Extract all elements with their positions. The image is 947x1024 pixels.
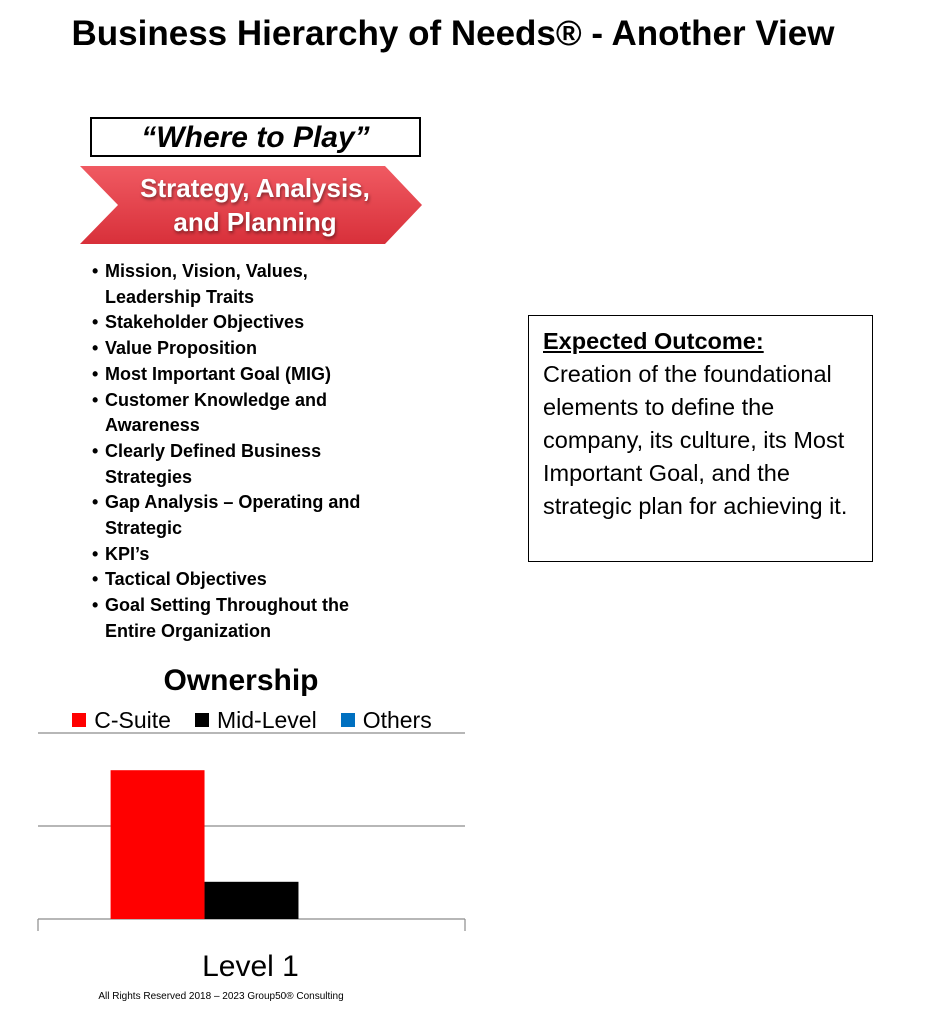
list-item: • Goal Setting Throughout the Entire Organization: [92, 593, 392, 644]
page-title: Business Hierarchy of Needs® - Another View: [71, 14, 835, 53]
chart-bar-c-suite: [111, 770, 205, 919]
list-item: • Customer Knowledge and Awareness: [92, 388, 392, 439]
list-item: • Clearly Defined Business Strategies: [92, 439, 392, 490]
copyright-footer: All Rights Reserved 2018 – 2023 Group50® Consulting: [98, 991, 344, 1002]
list-item: • Gap Analysis – Operating and Strategic: [92, 490, 392, 541]
legend-label-mid-level: Mid-Level: [216, 706, 317, 733]
chart-title: Ownership: [163, 664, 319, 697]
legend-label-others: Others: [362, 706, 432, 733]
expected-outcome-heading: Expected Outcome:: [543, 328, 764, 354]
list-item: • Value Proposition: [92, 336, 392, 362]
list-item: • Most Important Goal (MIG): [92, 362, 392, 388]
expected-outcome-text: Creation of the foundational elements to define the company, its culture, its Most Important Goal, and the strategic plan for achieving it.: [543, 361, 848, 519]
list-item: • Mission, Vision, Values, Leadership Traits: [92, 259, 392, 310]
legend-label-c-suite: C-Suite: [94, 706, 171, 733]
chart-bar-mid-level: [205, 882, 299, 919]
chart-category-label: Level 1: [202, 950, 299, 983]
list-item: • Tactical Objectives: [92, 567, 392, 593]
strategy-arrow-line-1: Strategy, Analysis,: [140, 173, 370, 203]
list-item: • Stakeholder Objectives: [92, 310, 392, 336]
list-item: • KPI’s: [92, 542, 392, 568]
strategy-arrow-line-2: and Planning: [173, 207, 337, 237]
where-to-play-box: “Where to Play”: [90, 117, 421, 157]
